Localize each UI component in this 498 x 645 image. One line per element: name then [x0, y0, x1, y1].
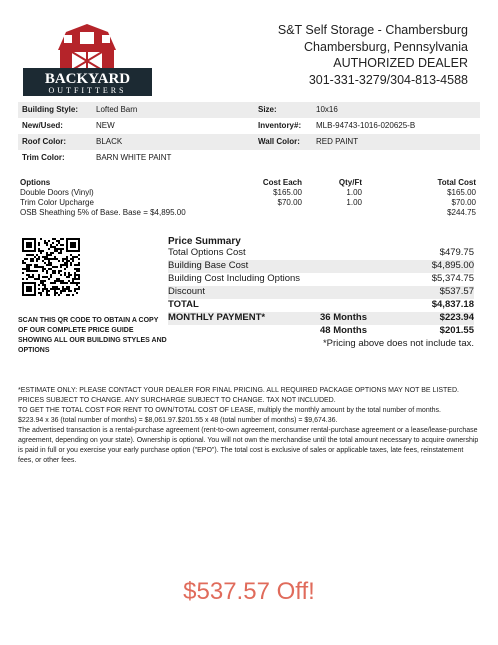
- summary-row: [168, 247, 474, 260]
- options-header: Options: [20, 178, 51, 187]
- inventory-value: MLB-94743-1016-020625-B: [316, 121, 416, 130]
- base-cost-label: Building Base Cost: [168, 260, 249, 271]
- 36-months-label: 36 Months: [320, 312, 367, 323]
- disclaimer-estimate: *ESTIMATE ONLY: PLEASE CONTACT YOUR DEALER FOR FINAL PRICING. ALL REQUIRED PACKAGE OPTIONS MAY NOT BE LISTED. PRICES SUBJECT TO CHANGE. ANY SURCHARGE SUBJECT TO CHANGE. TAX NOT INCLUDED.: [18, 387, 459, 404]
- size-label: Size:: [258, 105, 277, 114]
- option-name: OSB Sheathing 5% of Base. Base = $4,895.00: [20, 208, 186, 217]
- summary-row: [168, 273, 474, 286]
- total-label: TOTAL: [168, 299, 199, 310]
- spec-row: [18, 102, 480, 118]
- building-style-label: Building Style:: [22, 105, 78, 114]
- building-specs: [18, 100, 480, 168]
- total-options-label: Total Options Cost: [168, 247, 246, 258]
- dealer-info: [278, 22, 468, 88]
- spec-row: [18, 150, 480, 166]
- trim-color-label: Trim Color:: [22, 153, 65, 162]
- qr-caption: SCAN THIS QR CODE TO OBTAIN A COPY OF OUR COMPLETE PRICE GUIDE SHOWING ALL OUR BUILDING STYLES AND OPTIONS: [18, 317, 167, 354]
- option-row: [18, 208, 480, 218]
- option-total: $165.00: [447, 188, 476, 197]
- option-name: Double Doors (Vinyl): [20, 188, 94, 197]
- option-qty: 1.00: [346, 198, 362, 207]
- base-cost-value: $4,895.00: [431, 260, 474, 271]
- dealer-status: AUTHORIZED DEALER: [333, 56, 468, 70]
- summary-row: [168, 286, 474, 299]
- size-value: 10x16: [316, 105, 338, 114]
- qr-code[interactable]: [22, 238, 80, 296]
- disclaimer-calculation: $223.94 x 36 (total number of months) = $8,061.97.$201.55 x 48 (total number of months) = $9,674.36.: [18, 417, 338, 424]
- 36-months-value: $223.94: [439, 312, 474, 323]
- disclaimer: [18, 386, 480, 466]
- option-row: [18, 198, 480, 208]
- new-used-value: NEW: [96, 121, 115, 130]
- 48-months-label: 48 Months: [320, 325, 367, 336]
- summary-row: [168, 260, 474, 273]
- cost-each-header: Cost Each: [262, 178, 302, 187]
- summary-row: [168, 325, 474, 338]
- backyard-outfitters-logo: [20, 20, 155, 98]
- cost-incl-options-value: $5,374.75: [431, 273, 474, 284]
- options-table: [18, 178, 480, 218]
- total-cost-header: Total Cost: [437, 178, 476, 187]
- tax-note: *Pricing above does not include tax.: [322, 338, 474, 349]
- roof-color-label: Roof Color:: [22, 137, 66, 146]
- dealer-city: Chambersburg, Pennsylvania: [304, 39, 468, 54]
- discount-value: $537.57: [439, 286, 474, 297]
- discount-label: Discount: [168, 286, 205, 297]
- roof-color-value: BLACK: [96, 137, 123, 146]
- dealer-name: S&T Self Storage - Chambersburg: [277, 23, 468, 37]
- total-options-value: $479.75: [439, 247, 474, 258]
- promo-discount-text: $537.57 Off!: [183, 578, 315, 605]
- option-row: [18, 188, 480, 198]
- option-total: $244.75: [447, 208, 476, 217]
- dealer-phone[interactable]: 301-331-3279/304-813-4588: [308, 72, 468, 87]
- inventory-label: Inventory#:: [258, 121, 302, 130]
- summary-row: [168, 299, 474, 312]
- option-cost: $165.00: [273, 188, 302, 197]
- total-value: $4,837.18: [431, 299, 474, 310]
- logo-wordmark-bottom: OUTFITTERS: [48, 86, 127, 95]
- wall-color-label: Wall Color:: [258, 137, 300, 146]
- wall-color-value: RED PAINT: [316, 137, 359, 146]
- option-name: Trim Color Upcharge: [20, 198, 94, 207]
- option-qty: 1.00: [346, 188, 362, 197]
- qty-header: Qty/Ft: [338, 178, 362, 187]
- cost-incl-options-label: Building Cost Including Options: [168, 273, 301, 284]
- option-total: $70.00: [451, 198, 476, 207]
- spec-row: [18, 134, 480, 150]
- disclaimer-total-cost: TO GET THE TOTAL COST FOR RENT TO OWN/TOTAL COST OF LEASE, multiply the monthly amount by the total number of months.: [18, 407, 441, 414]
- new-used-label: New/Used:: [22, 121, 63, 130]
- summary-row: [168, 312, 474, 325]
- disclaimer-rental-terms: The advertised transaction is a rental-purchase agreement (rent-to-own agreement, consumer rental-purchase agreement or a lease/lease-purchase agreement, depending on your state). Ownership is optional. You will not own the merchandise until the total amount necessary to acquire ownership is paid in full or you exercise your early purchase option ("EPO"). The total cost is exclusive of sales or applicable taxes, late fees, reinstatement fees, or other fees.: [18, 427, 479, 464]
- price-summary: [168, 236, 474, 349]
- 48-months-value: $201.55: [439, 325, 474, 336]
- price-summary-title: Price Summary: [168, 236, 241, 247]
- option-cost: $70.00: [277, 198, 302, 207]
- monthly-payment-label: MONTHLY PAYMENT*: [168, 312, 266, 323]
- logo-wordmark-top: BACKYARD: [44, 71, 131, 87]
- building-style-value: Lofted Barn: [96, 105, 138, 114]
- spec-row: [18, 118, 480, 134]
- trim-color-value: BARN WHITE PAINT: [96, 153, 172, 162]
